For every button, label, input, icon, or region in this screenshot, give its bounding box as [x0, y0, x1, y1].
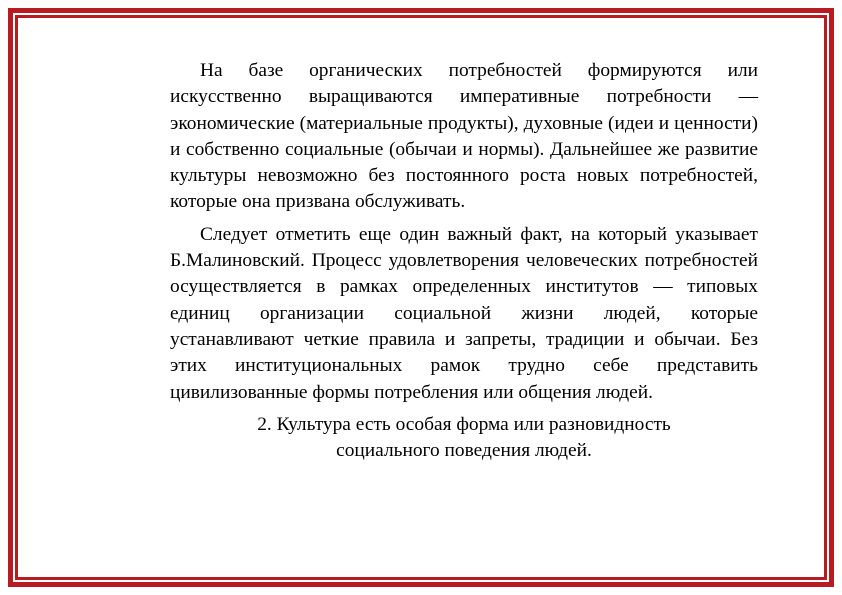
thesis-culture-social-behavior: 2. Культура есть особая форма или разновидность социального поведения людей. — [257, 413, 671, 462]
paragraph-malinowski-institutions: Следует отметить еще один важный факт, на который указывает Б.Малиновский. Процесс удовлетворения человеческих потребностей осуществляется в рамках определенных институтов — типовых единиц организации социальной жизни людей, которые устанавливают четкие правила и запреты, традиции и обычаи. Без этих институциональных рамок трудно себе представить цивилизованные формы потребления или общения людей. — [170, 223, 758, 403]
slide-text-body — [170, 58, 758, 464]
paragraph-imperative-needs: На базе органических потребностей формируются или искусственно выращиваются императивные потребности — экономические (материальные продукты), духовные (идеи и ценности) и собственно социальные (обычаи и нормы). Дальнейшее же развитие культуры невозможно без постоянного роста новых потребностей, которые она призвана обслуживать. — [170, 60, 758, 213]
